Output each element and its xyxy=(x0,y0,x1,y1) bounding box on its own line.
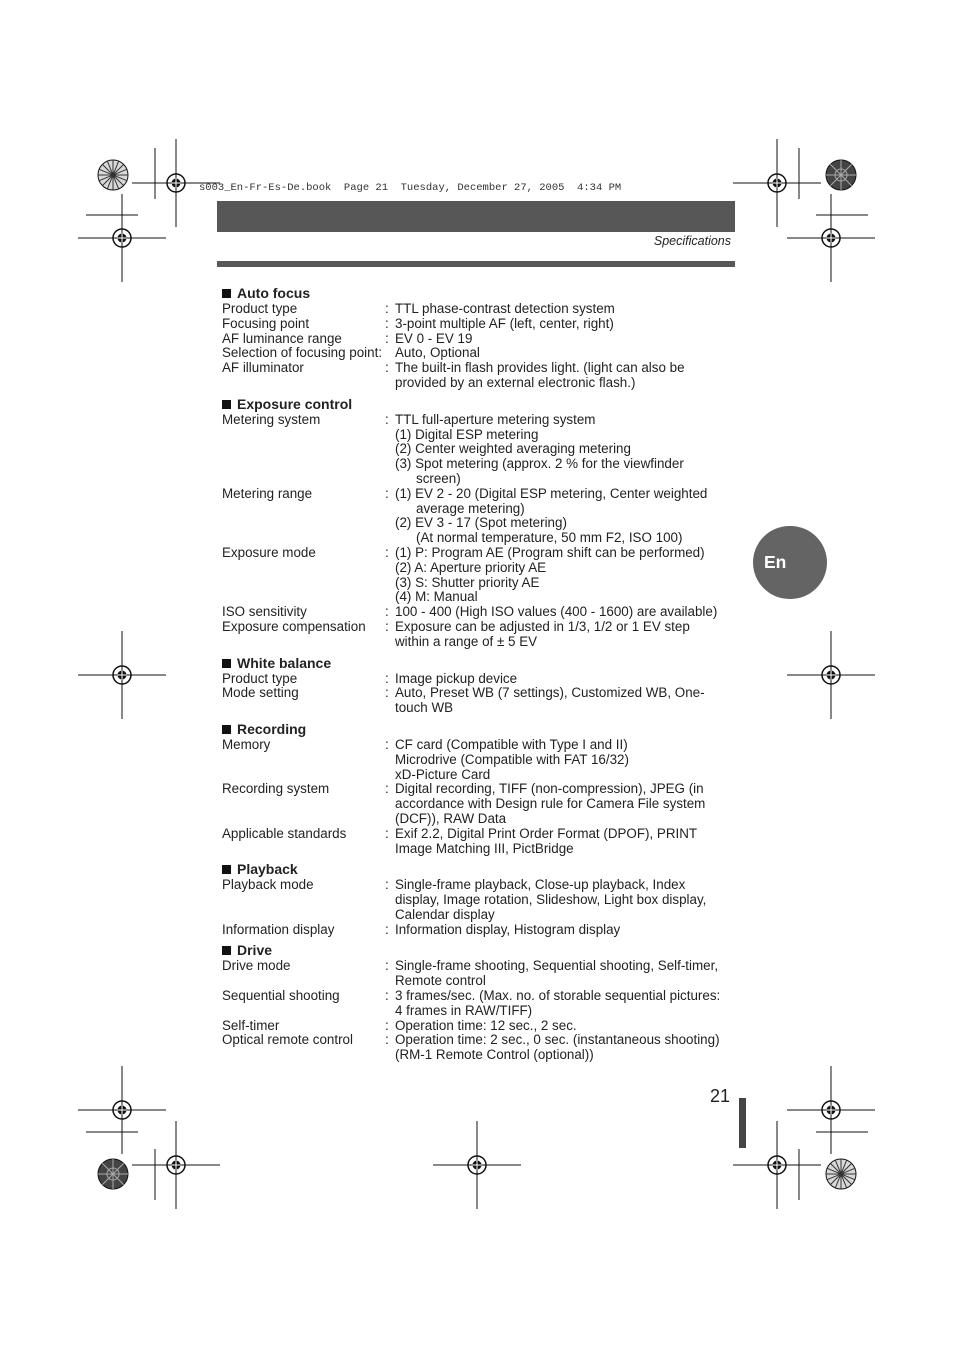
section-heading xyxy=(222,941,738,959)
spec-row xyxy=(222,782,738,826)
spec-value-line: (3) S: Shutter priority AE xyxy=(395,574,540,590)
spec-value xyxy=(395,686,738,716)
spec-label: Memory xyxy=(222,736,271,752)
spec-label: Product type xyxy=(222,301,298,316)
spec-separator: : xyxy=(385,360,389,376)
spec-label: Information display xyxy=(222,921,335,937)
spec-label: Focusing point xyxy=(222,315,310,331)
spec-value-line: Auto, Preset WB (7 settings), Customized WB, One- xyxy=(395,685,705,701)
spec-value-line: (3) Spot metering (approx. 2 % for the viewfinder xyxy=(395,456,684,472)
spec-row xyxy=(222,346,738,361)
spec-separator: : xyxy=(385,670,389,686)
spec-value xyxy=(395,1019,738,1034)
spec-separator: : xyxy=(385,685,389,701)
section-heading xyxy=(222,860,738,878)
spec-value-line: Information display, Histogram display xyxy=(395,921,621,937)
spec-value-line: accordance with Design rule for Camera File system xyxy=(395,796,706,812)
spec-value xyxy=(395,361,738,391)
spec-separator: : xyxy=(385,781,389,797)
spec-separator: : xyxy=(385,988,389,1004)
spec-value-line: display, Image rotation, Slideshow, Light box display, xyxy=(395,892,707,908)
spec-row xyxy=(222,620,738,650)
spec-label: Optical remote control xyxy=(222,1032,353,1048)
spec-label: Selection of focusing point: xyxy=(222,345,383,361)
spec-value xyxy=(395,302,738,317)
spec-value-line: screen) xyxy=(416,470,461,486)
spec-value-line: 3 frames/sec. (Max. no. of storable sequential pictures: xyxy=(395,988,721,1004)
spec-value-line: Single-frame playback, Close-up playback, Index xyxy=(395,877,686,893)
spec-value xyxy=(395,487,738,546)
spec-value-line: within a range of ± 5 EV xyxy=(395,633,538,649)
spec-label: AF illuminator xyxy=(222,360,304,376)
spec-row xyxy=(222,546,738,605)
spec-label: Metering range xyxy=(222,485,313,501)
spec-label: AF luminance range xyxy=(222,330,342,346)
spec-separator: : xyxy=(385,1017,389,1033)
spec-row xyxy=(222,923,738,938)
file-info-line: s003_En-Fr-Es-De.book Page 21 Tuesday, December 27, 2005 4:34 PM xyxy=(199,182,622,194)
bullet-square-icon xyxy=(222,725,231,734)
spec-label: Self-timer xyxy=(222,1017,280,1033)
spec-value-line: Microdrive (Compatible with FAT 16/32) xyxy=(395,751,629,767)
bullet-square-icon xyxy=(222,289,231,298)
spec-value-line: (DCF)), RAW Data xyxy=(395,810,507,826)
section-title: Playback xyxy=(237,861,298,878)
section-heading xyxy=(222,284,738,302)
spec-value-line: EV 0 - EV 19 xyxy=(395,330,473,346)
spec-value-line: Image Matching III, PictBridge xyxy=(395,840,574,856)
spec-separator: : xyxy=(385,330,389,346)
spec-value xyxy=(395,923,738,938)
language-tab-label: En xyxy=(764,552,787,572)
spec-value-line: (2) EV 3 - 17 (Spot metering) xyxy=(395,515,567,531)
spec-row xyxy=(222,302,738,317)
spec-value-line: TTL phase-contrast detection system xyxy=(395,301,615,316)
spec-value-line: Single-frame shooting, Sequential shooting, Self-timer, xyxy=(395,958,719,974)
spec-value xyxy=(395,672,738,687)
section-heading xyxy=(222,395,738,413)
spec-value xyxy=(395,413,738,487)
spec-label: Exposure compensation xyxy=(222,618,366,634)
spec-row xyxy=(222,672,738,687)
spec-row xyxy=(222,332,738,347)
spec-separator xyxy=(385,346,395,361)
spec-value-line: (1) EV 2 - 20 (Digital ESP metering, Center weighted xyxy=(395,485,708,501)
spec-value xyxy=(395,827,738,857)
section-heading xyxy=(222,720,738,738)
spec-value-line: 100 - 400 (High ISO values (400 - 1600) are available) xyxy=(395,604,718,620)
spec-value-line: (2) Center weighted averaging metering xyxy=(395,441,631,457)
spec-value-line: (2) A: Aperture priority AE xyxy=(395,559,547,575)
spec-value-line: Image pickup device xyxy=(395,670,518,686)
spec-value-line: Exposure can be adjusted in 1/3, 1/2 or 1 EV step xyxy=(395,618,690,634)
spec-value-line: Auto, Optional xyxy=(395,345,480,361)
spec-separator: : xyxy=(385,485,389,501)
spec-separator: : xyxy=(385,315,389,331)
spec-separator: : xyxy=(385,877,389,893)
spec-label: Applicable standards xyxy=(222,825,347,841)
section-heading xyxy=(222,654,738,672)
spec-row xyxy=(222,413,738,487)
spec-row xyxy=(222,605,738,620)
spec-value-line: (At normal temperature, 50 mm F2, ISO 100) xyxy=(416,530,683,546)
spec-value xyxy=(395,317,738,332)
spec-separator: : xyxy=(385,618,389,634)
spec-label: Exposure mode xyxy=(222,544,316,560)
spec-value xyxy=(395,989,738,1019)
spec-row xyxy=(222,686,738,716)
section-title: Drive xyxy=(237,942,273,959)
spec-value xyxy=(395,605,738,620)
section-title: Auto focus xyxy=(237,285,311,301)
specifications-list xyxy=(222,280,738,1063)
spec-label: Product type xyxy=(222,670,298,686)
spec-value-line: Calendar display xyxy=(395,906,495,922)
spec-value-line: touch WB xyxy=(395,700,454,716)
spec-value-line: Exif 2.2, Digital Print Order Format (DPOF), PRINT xyxy=(395,825,698,841)
spec-value-line: average metering) xyxy=(416,500,525,516)
spec-separator: : xyxy=(385,736,389,752)
spec-value-line: (1) Digital ESP metering xyxy=(395,426,539,442)
spec-value-line: provided by an external electronic flash.) xyxy=(395,374,636,390)
spec-value xyxy=(395,959,738,989)
spec-label: Sequential shooting xyxy=(222,988,340,1004)
page-marker-bar xyxy=(739,1098,746,1148)
spec-value-line: Operation time: 12 sec., 2 sec. xyxy=(395,1017,577,1033)
spec-value-line: The built-in flash provides light. (light can also be xyxy=(395,360,685,376)
spec-row xyxy=(222,878,738,922)
spec-value-line: TTL full-aperture metering system xyxy=(395,411,596,427)
spec-value xyxy=(395,546,738,605)
section-title: Exposure control xyxy=(237,395,353,412)
bullet-square-icon xyxy=(222,865,231,874)
spec-label: Recording system xyxy=(222,781,330,797)
spec-row xyxy=(222,487,738,546)
spec-label: Metering system xyxy=(222,411,321,427)
spec-label: Drive mode xyxy=(222,958,291,974)
spec-value-line: 4 frames in RAW/TIFF) xyxy=(395,1002,533,1018)
bullet-square-icon xyxy=(222,400,231,409)
header-rule xyxy=(217,261,735,267)
spec-row xyxy=(222,989,738,1019)
spec-row xyxy=(222,317,738,332)
spec-value-line: Remote control xyxy=(395,973,486,989)
spec-row xyxy=(222,1033,738,1063)
section-title: White balance xyxy=(237,654,332,671)
spec-value-line: (1) P: Program AE (Program shift can be performed) xyxy=(395,544,705,560)
spec-separator: : xyxy=(385,825,389,841)
spec-value xyxy=(395,782,738,826)
spec-value-line: Operation time: 2 sec., 0 sec. (instantaneous shooting) xyxy=(395,1032,720,1048)
header-bar xyxy=(217,201,735,232)
spec-separator: : xyxy=(385,411,389,427)
spec-value-line: CF card (Compatible with Type I and II) xyxy=(395,736,628,752)
spec-value xyxy=(395,878,738,922)
spec-separator: : xyxy=(385,301,389,316)
spec-value-line: Digital recording, TIFF (non-compression), JPEG (in xyxy=(395,781,704,797)
spec-separator: : xyxy=(385,958,389,974)
spec-row xyxy=(222,738,738,782)
spec-row xyxy=(222,361,738,391)
spec-separator: : xyxy=(385,1032,389,1048)
spec-separator: : xyxy=(385,544,389,560)
spec-value xyxy=(395,620,738,650)
spec-row xyxy=(222,1019,738,1034)
spec-value xyxy=(395,346,738,361)
language-tab xyxy=(753,526,827,599)
spec-value-line: (RM-1 Remote Control (optional)) xyxy=(395,1047,594,1063)
spec-label: Playback mode xyxy=(222,877,314,893)
bullet-square-icon xyxy=(222,946,231,955)
bullet-square-icon xyxy=(222,659,231,668)
section-label: Specifications xyxy=(653,234,731,248)
spec-row xyxy=(222,827,738,857)
spec-value-line: xD-Picture Card xyxy=(395,766,491,782)
spec-label: ISO sensitivity xyxy=(222,604,307,620)
spec-separator: : xyxy=(385,921,389,937)
spec-value-line: (4) M: Manual xyxy=(395,589,478,605)
section-title: Recording xyxy=(237,720,307,737)
spec-separator: : xyxy=(385,604,389,620)
spec-row xyxy=(222,959,738,989)
spec-value-line: 3-point multiple AF (left, center, right) xyxy=(395,315,614,331)
spec-value xyxy=(395,1033,738,1063)
spec-value xyxy=(395,738,738,782)
spec-value xyxy=(395,332,738,347)
page-number: 21 xyxy=(710,1086,731,1106)
spec-label: Mode setting xyxy=(222,685,299,701)
